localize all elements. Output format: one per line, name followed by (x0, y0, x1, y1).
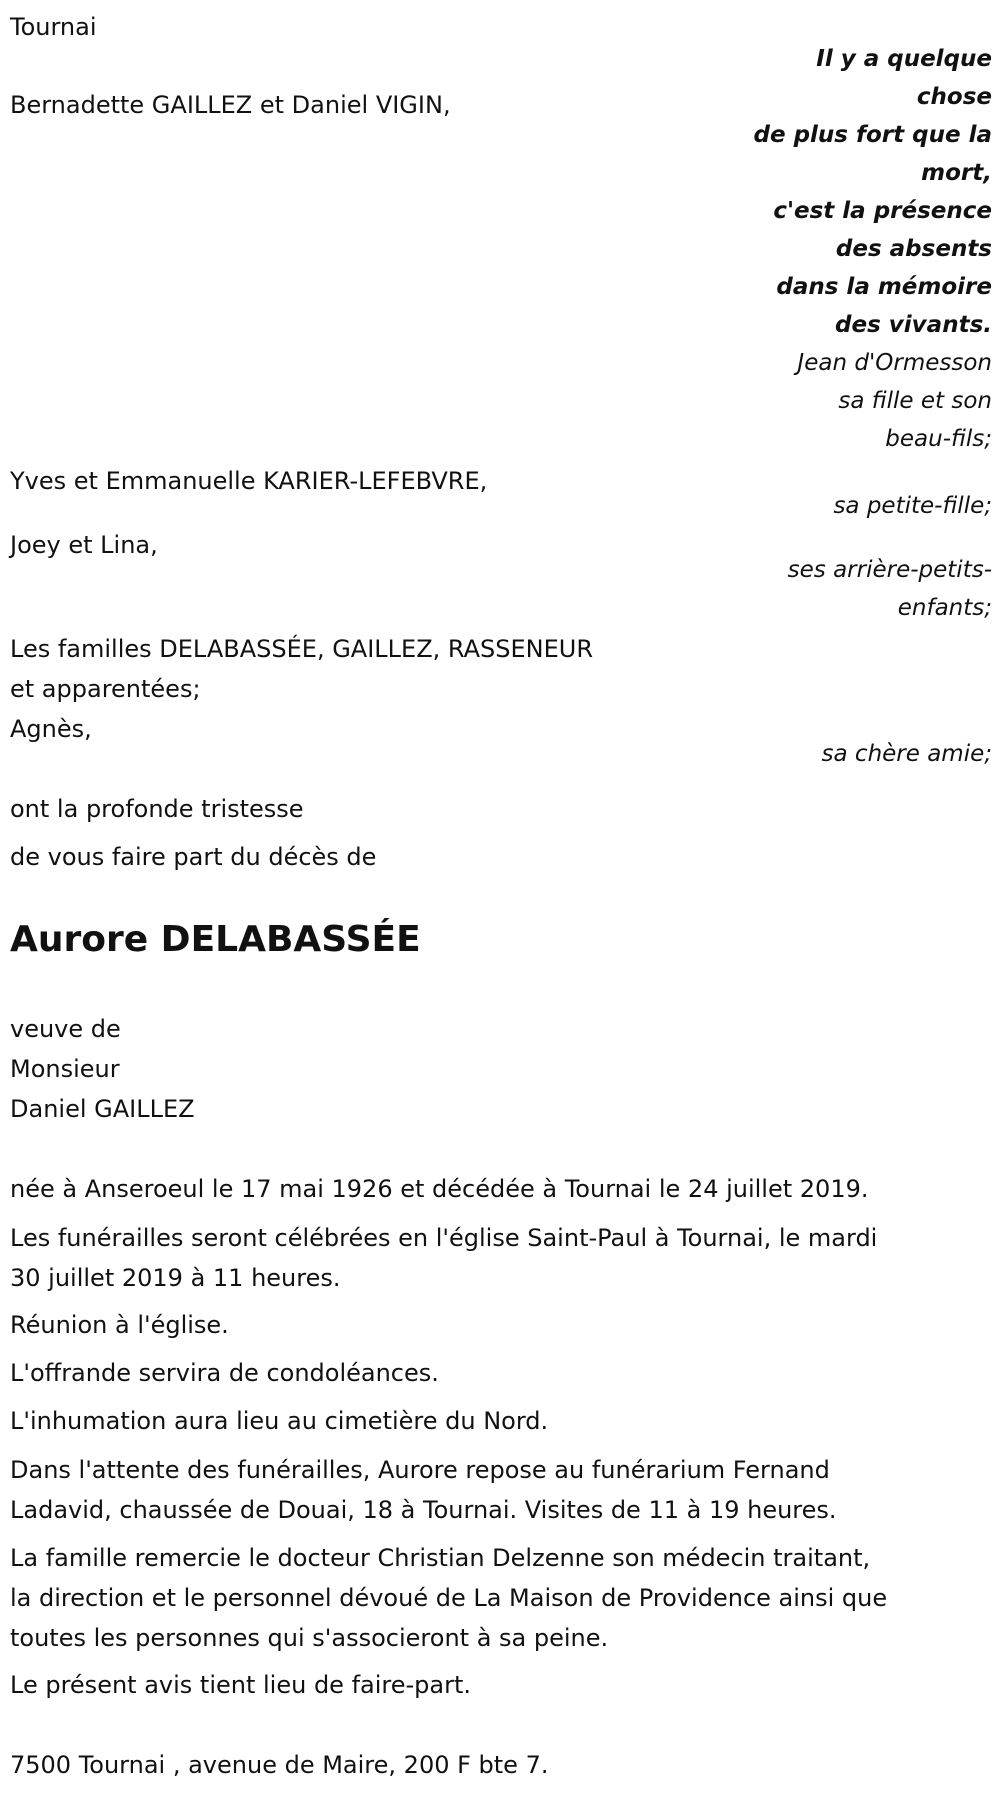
granddaughter-names: Yves et Emmanuelle KARIER-LEFEBVRE, (10, 467, 488, 495)
quote-line-2: chose (916, 84, 992, 110)
funeral-line-1: Les funérailles seront célébrées en l'église Saint-Paul à Tournai, le mardi (10, 1224, 878, 1252)
granddaughter-role: sa petite-fille; (833, 493, 992, 519)
widow-line-3: Daniel GAILLEZ (10, 1095, 195, 1123)
rest-line-1: Dans l'attente des funérailles, Aurore repose au funérarium Fernand (10, 1456, 830, 1484)
funeral-line-2: 30 juillet 2019 à 11 heures. (10, 1264, 341, 1292)
thanks-info (10, 1538, 990, 1658)
quote-line-3: de plus fort que la (753, 122, 992, 148)
deceased-name: Aurore DELABASSÉE (10, 919, 421, 960)
offering-info: L'offrande servira de condoléances. (10, 1359, 439, 1387)
families-line-2: et apparentées; (10, 675, 201, 703)
announcement-line-2: de vous faire part du décès de (10, 843, 377, 871)
families-line-1: Les familles DELABASSÉE, GAILLEZ, RASSENEUR (10, 635, 594, 663)
quote-line-4: mort, (921, 160, 992, 186)
friend-name: Agnès, (10, 715, 92, 743)
quote-line-7: dans la mémoire (776, 274, 992, 300)
daughter-role-1: sa fille et son (838, 388, 992, 414)
daughter-names: Bernadette GAILLEZ et Daniel VIGIN, (10, 91, 451, 119)
city-header: Tournai (10, 13, 97, 41)
daughter-role-2: beau-fils; (885, 426, 992, 452)
meeting-info: Réunion à l'église. (10, 1311, 229, 1339)
friend-role: sa chère amie; (821, 741, 992, 767)
widow-line-2: Monsieur (10, 1055, 120, 1083)
funeral-info (10, 1218, 990, 1298)
greatgrandchildren-role-2: enfants; (897, 595, 992, 621)
address-info: 7500 Tournai , avenue de Maire, 200 F bte 7. (10, 1751, 549, 1779)
thanks-line-2: la direction et le personnel dévoué de La Maison de Providence ainsi que (10, 1584, 888, 1612)
rest-line-2: Ladavid, chaussée de Douai, 18 à Tournai. Visites de 11 à 19 heures. (10, 1496, 837, 1524)
greatgrandchildren-role-1: ses arrière-petits- (787, 557, 992, 583)
notice-info: Le présent avis tient lieu de faire-part. (10, 1671, 472, 1699)
quote-line-6: des absents (835, 236, 992, 262)
burial-info: L'inhumation aura lieu au cimetière du Nord. (10, 1407, 549, 1435)
thanks-line-3: toutes les personnes qui s'associeront à sa peine. (10, 1624, 609, 1652)
quote-line-8: des vivants. (835, 312, 992, 338)
rest-info (10, 1450, 990, 1530)
widow-line-1: veuve de (10, 1015, 121, 1043)
announcement-line-1: ont la profonde tristesse (10, 795, 304, 823)
greatgrandchildren-names: Joey et Lina, (10, 531, 158, 559)
quote-author: Jean d'Ormesson (797, 350, 992, 376)
birth-death-info: née à Anseroeul le 17 mai 1926 et décédée à Tournai le 24 juillet 2019. (10, 1175, 869, 1203)
thanks-line-1: La famille remercie le docteur Christian Delzenne son médecin traitant, (10, 1544, 871, 1572)
quote-line-5: c'est la présence (773, 198, 992, 224)
quote-line-1: Il y a quelque (816, 46, 992, 72)
